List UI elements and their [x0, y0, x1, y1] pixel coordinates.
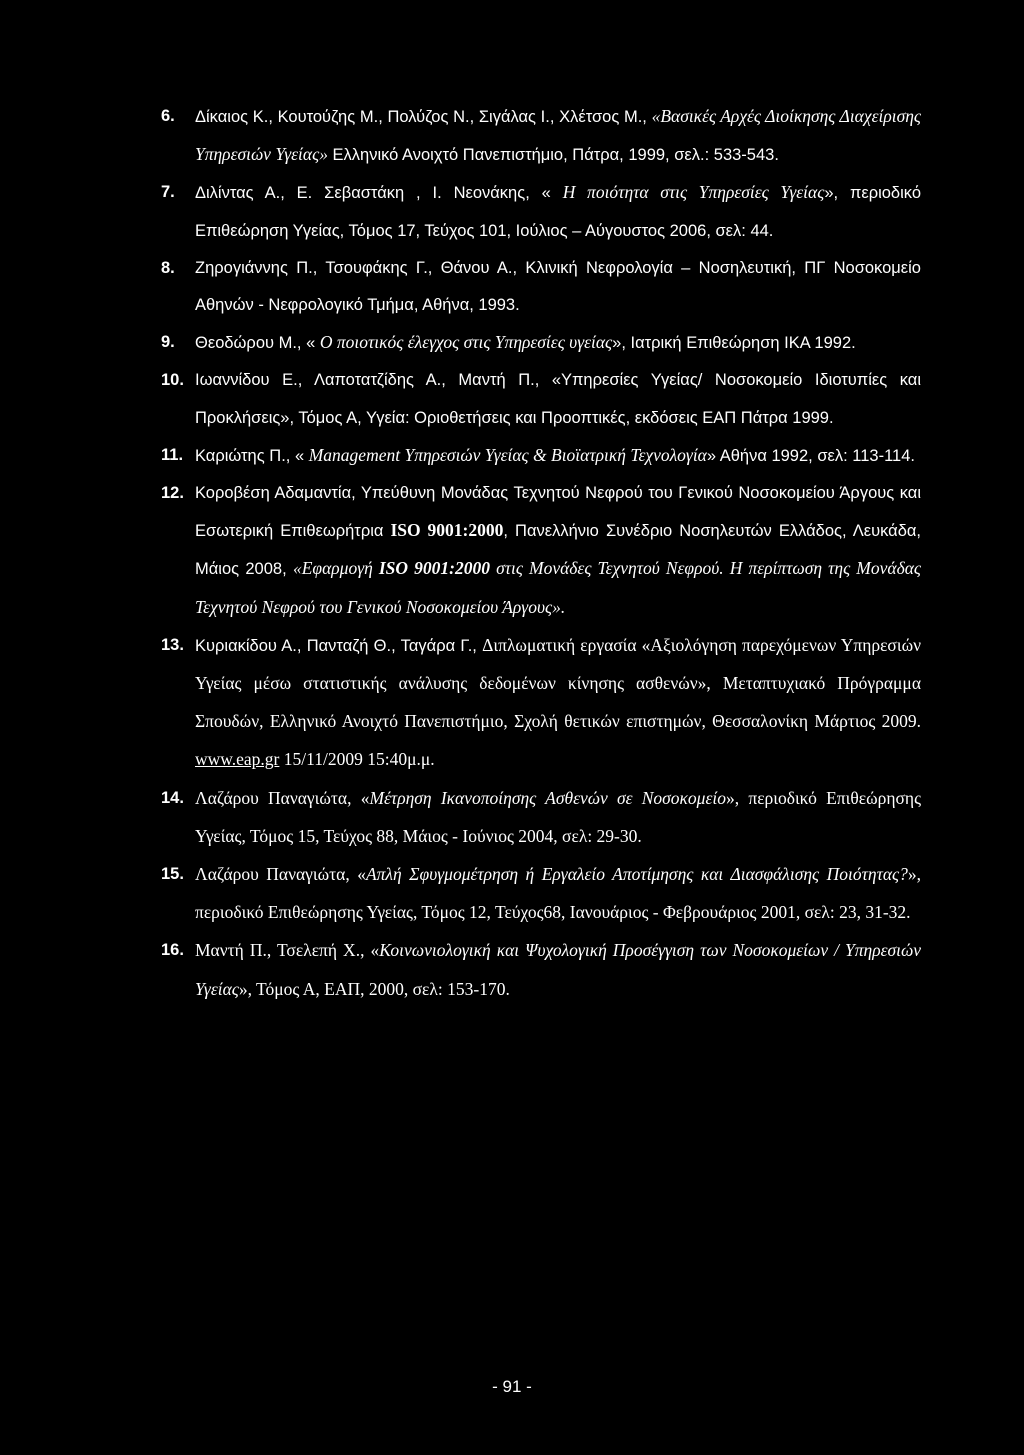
reference-text	[195, 627, 921, 780]
reference-segment: », περιοδικό Επιθεώρησης Υγείας, Τόμος 15, Τεύχος 88, Μάιος - Ιούνιος 2004, σελ: 29-30.	[195, 787, 921, 846]
reference-segment: Μαντή Π., Τσελεπή Χ., «	[195, 940, 380, 961]
reference-segment: Κυριακίδου Α., Πανταζή Θ., Ταγάρα Γ.,	[195, 636, 483, 655]
reference-item	[161, 932, 921, 1008]
reference-segment: Κοροβέση Αδαμαντία, Υπεύθυνη Μονάδας Τεχνητού Νεφρού του Γενικού Νοσοκομείου Άργους και Εσωτερική Επιθεωρήτρια	[195, 484, 921, 541]
reference-number: 14.	[161, 788, 184, 807]
reference-item	[161, 627, 921, 780]
reference-number: 8.	[161, 258, 175, 277]
reference-segment: Μέτρηση Ικανοποίησης Ασθενών σε Νοσοκομείο	[369, 787, 726, 808]
reference-item	[161, 780, 921, 856]
reference-text	[195, 856, 921, 932]
reference-item	[161, 324, 921, 362]
reference-segment: Δίκαιος Κ., Κουτούζης Μ., Πολύζος Ν., Σιγάλας Ι., Χλέτσος Μ.,	[195, 108, 652, 126]
reference-item	[161, 250, 921, 324]
reference-segment: Ο ποιοτικός έλεγχος στις Υπηρεσίες υγείας	[319, 332, 613, 353]
reference-number: 11.	[161, 445, 184, 464]
reference-number: 6.	[161, 107, 175, 125]
reference-number: 15.	[161, 865, 184, 884]
reference-segment: 15/11/2009 15:40μ.μ.	[279, 749, 435, 770]
reference-segment: Management Υπηρεσιών Υγείας & Βιοϊατρική Τεχνολογία	[308, 444, 707, 465]
reference-text	[195, 98, 921, 174]
reference-text	[195, 174, 921, 249]
reference-number: 7.	[161, 183, 175, 202]
reference-text	[195, 362, 921, 436]
reference-number: 13.	[161, 635, 184, 654]
reference-number: 10.	[161, 371, 184, 390]
reference-segment: Ελληνικό Ανοιχτό Πανεπιστήμιο, Πάτρα, 1999, σελ.: 533-543.	[327, 146, 779, 165]
reference-segment: », Ιατρική Επιθεώρηση ΙΚΑ 1992.	[612, 334, 856, 353]
reference-segment: «Βασικές Αρχές Διοίκησης Διαχείρισης Υπηρεσιών Υγείας»	[195, 106, 921, 165]
reference-text	[195, 324, 921, 362]
reference-segment: Διλίντας Α., Ε. Σεβαστάκη , Ι. Νεονάκης, «	[195, 184, 563, 203]
reference-segment: » Αθήνα 1992, σελ: 113-114.	[706, 446, 915, 465]
reference-text	[195, 475, 921, 627]
reference-segment: Καριώτης Π., «	[195, 446, 309, 465]
reference-segment: Κοινωνιολογική και Ψυχολογική Προσέγγιση των Νοσοκομείων / Υπηρεσιών Υγείας	[195, 940, 921, 999]
reference-item	[161, 98, 921, 174]
reference-segment: Λαζάρου Παναγιώτα, «	[195, 864, 366, 885]
reference-number: 16.	[161, 941, 184, 960]
reference-item	[161, 362, 921, 436]
reference-item	[161, 174, 921, 249]
reference-number: 9.	[161, 333, 175, 352]
reference-segment: », Τόμος Α, ΕΑΠ, 2000, σελ: 153-170.	[238, 978, 510, 999]
reference-item	[161, 856, 921, 932]
reference-text	[195, 932, 921, 1008]
reference-item	[161, 475, 921, 627]
reference-segment: Απλή Σφυγμομέτρηση ή Εργαλείο Αποτίμησης και Διασφάλισης Ποιότητας?	[365, 864, 908, 885]
reference-segment: Ζηρογιάννης Π., Τσουφάκης Γ., Θάνου Α., Κλινική Νεφρολογία – Νοσηλευτική, ΠΓ Νοσοκομείο Αθηνών - Νεφρολογικό Τμήμα, Αθήνα, 1993.	[195, 258, 921, 315]
reference-segment: Η ποιότητα στις Υπηρεσίες Υγείας	[562, 182, 825, 203]
reference-segment: Ιωαννίδου Ε., Λαποτατζίδης Α., Μαντή Π., «Υπηρεσίες Υγείας/ Νοσοκομείο Ιδιοτυπίες και Προκλήσεις», Τόμος Α, Υγεία: Οριοθετήσεις και Προοπτικές, εκδόσεις ΕΑΠ Πάτρα 1999.	[195, 371, 921, 427]
reference-segment: », περιοδικό Επιθεώρησης Υγείας, Τόμος 12, Τεύχος68, Ιανουάριος - Φεβρουάριος 2001, σελ: 23, 31-32.	[195, 864, 921, 923]
reference-segment: ISO 9001:2000	[390, 520, 504, 541]
reference-list	[161, 98, 921, 1009]
reference-segment: , Πανελλήνιο Συνέδριο Νοσηλευτών Ελλάδος, Λευκάδα, Μάιος 2008,	[195, 522, 922, 579]
reference-segment: ISO 9001:2000	[378, 558, 490, 579]
reference-segment: », περιοδικό Επιθεώρηση Υγείας, Τόμος 17, Τεύχος 101, Ιούλιος – Αύγουστος 2006, σελ: 44.	[195, 184, 922, 240]
reference-link[interactable]: www.eap.gr	[195, 749, 280, 770]
reference-segment: «Εφαρμογή	[292, 558, 379, 579]
reference-number: 12.	[161, 484, 184, 503]
reference-text	[195, 437, 921, 475]
reference-segment: Θεοδώρου Μ., «	[195, 334, 320, 353]
reference-text	[195, 250, 921, 324]
reference-text	[195, 780, 921, 856]
reference-segment: Λαζάρου Παναγιώτα, «	[195, 787, 370, 808]
page-number: - 91 -	[492, 1377, 532, 1396]
reference-segment: στις Μονάδες Τεχνητού Νεφρού. Η περίπτωση της Μονάδας Τεχνητού Νεφρού του Γενικού Νοσοκομείου Άργους».	[195, 558, 921, 617]
reference-item	[161, 437, 921, 475]
reference-segment: Διπλωματική εργασία «Αξιολόγηση παρεχόμενων Υπηρεσιών Υγείας μέσω στατιστικής ανάλυσης δεδομένων κίνησης ασθενών», Μεταπτυχιακό Πρόγραμμα Σπουδών, Ελληνικό Ανοιχτό Πανεπιστήμιο, Σχολή θετικών επιστημών, Θεσσαλονίκη Μάρτιος 2009.	[195, 634, 921, 732]
